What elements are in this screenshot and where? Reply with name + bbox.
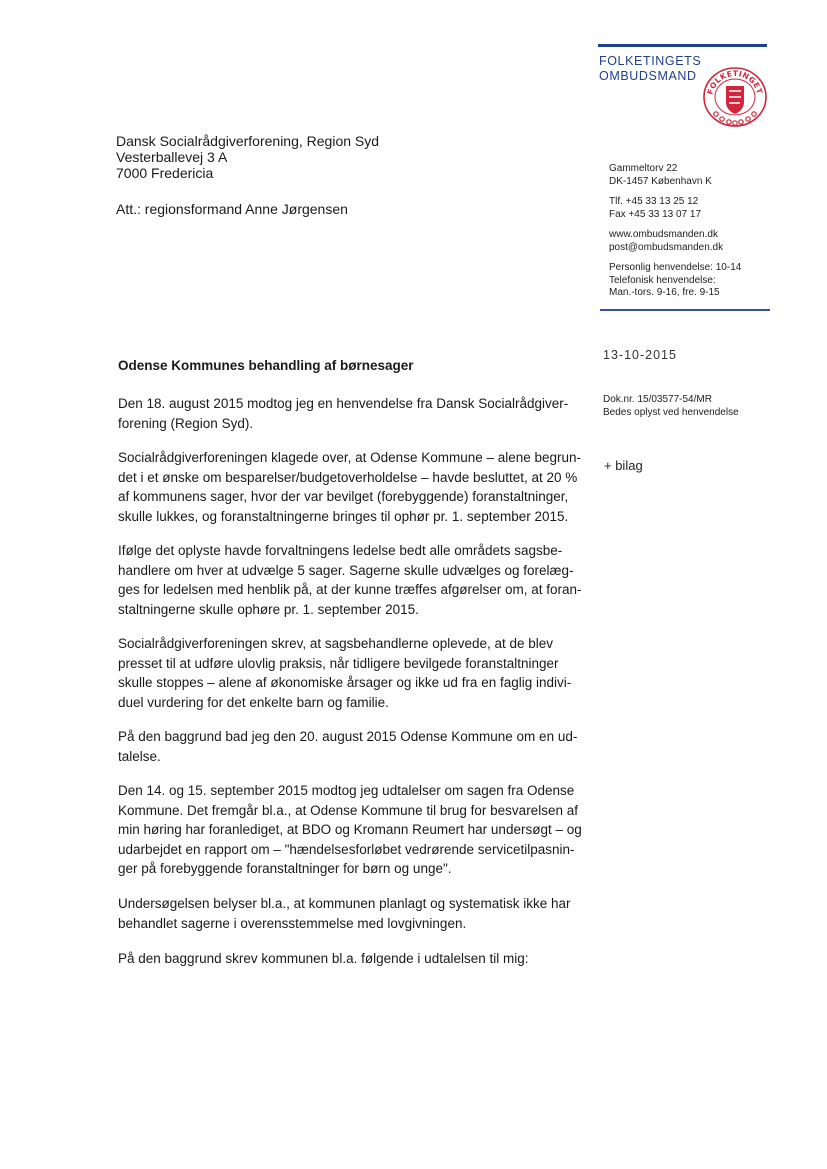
paragraph-line: ger på forebyggende foranstaltninger for børn og unge".: [118, 861, 452, 876]
attachment-note: + bilag: [604, 458, 643, 473]
org-name-line-1: FOLKETINGETS: [599, 54, 702, 68]
website-link[interactable]: www.ombudsmanden.dk: [609, 229, 718, 240]
hours-phone-times: Man.-tors. 9-16, fre. 9-15: [609, 287, 720, 298]
paragraph-line: udarbejdet en rapport om – "hændelsesforløbet vedrørende servicetilpasnin-: [118, 841, 575, 857]
phone-block: [609, 196, 701, 221]
paragraph-line: Den 14. og 15. september 2015 modtog jeg udtalelser om sagen fra Odense: [118, 783, 575, 798]
paragraph-line: skulle stoppes – alene af økonomiske årsager og ikke ud fra en faglig indivi-: [118, 675, 572, 690]
paragraph-1: [118, 394, 568, 433]
paragraph-6: [118, 781, 582, 879]
paragraph-7: [118, 894, 570, 933]
recipient-name: Dansk Socialrådgiverforening, Region Syd: [116, 133, 380, 149]
paragraph-4: [118, 634, 571, 712]
paragraph-line: På den baggrund skrev kommunen bl.a. følgende i udtalelsen til mig:: [118, 951, 529, 966]
paragraph-line: behandlet sagerne i overensstemmelse med lovgivningen.: [118, 915, 467, 931]
hours-personal: Personlig henvendelse: 10-14: [609, 262, 742, 273]
seal-text: FOLKETINGET: [705, 68, 765, 96]
paragraph-3: [118, 541, 582, 619]
paragraph-line: skulle lukkes, og foranstaltningerne bringes til ophør pr. 1. september 2015.: [118, 508, 569, 524]
paragraph-line: Socialrådgiverforeningen skrev, at sagsbehandlerne oplevede, at de blev: [118, 636, 554, 651]
paragraph-line: Socialrådgiverforeningen klagede over, at Odense Kommune – alene begrun-: [118, 450, 582, 465]
paragraph-line: På den baggrund bad jeg den 20. august 2015 Odense Kommune om en ud-: [118, 729, 578, 744]
paragraph-line: talelse.: [118, 748, 161, 764]
paragraph-8: [118, 949, 528, 969]
document-number: Dok.nr. 15/03577-54/MR: [603, 394, 712, 405]
paragraph-5: [118, 727, 577, 766]
sidebar-rule: [600, 309, 770, 311]
letter-subject: Odense Kommunes behandling af børnesager: [118, 358, 414, 373]
recipient-address: [116, 133, 379, 181]
letter-date: 13-10-2015: [603, 348, 677, 362]
paragraph-line: Kommune. Det fremgår bl.a., at Odense Kommune til brug for besvarelsen af: [118, 802, 578, 818]
document-reference: [603, 393, 739, 419]
paragraph-line: ges for ledelsen med henblik på, at der kunne træffes afgørelser om, at foran-: [118, 582, 582, 597]
letterhead-rule: [598, 44, 767, 47]
paragraph-line: presset til at udføre ulovlig praksis, når tidligere bevilgede foranstaltninger: [118, 655, 559, 671]
paragraph-line: Ifølge det oplyste havde forvaltningens ledelse bedt alle områdets sagsbe-: [118, 543, 563, 558]
online-block: [609, 229, 723, 254]
paragraph-line: duel vurdering for det enkelte barn og familie.: [118, 694, 389, 710]
paragraph-line: handlere om hver at udvælge 5 sager. Sagerne skulle udvælges og forelæg-: [118, 562, 574, 578]
paragraph-line: af kommunens sager, hvor der var bevilget (forebyggende) foranstaltninger,: [118, 489, 569, 504]
paragraph-2: [118, 448, 581, 526]
phone-number: Tlf. +45 33 13 25 12: [609, 196, 699, 207]
opening-hours: [609, 262, 741, 300]
recipient-attention: Att.: regionsformand Anne Jørgensen: [116, 201, 348, 217]
document-note: Bedes oplyst ved henvendelse: [603, 407, 739, 418]
paragraph-line: forening (Region Syd).: [118, 415, 254, 431]
paragraph-line: det i et ønske om besparelser/budgetoverholdelse – havde besluttet, at 20 %: [118, 469, 578, 485]
hours-phone-label: Telefonisk henvendelse:: [609, 274, 716, 286]
paragraph-line: min høring har foranlediget, at BDO og Kromann Reumert har undersøgt – og: [118, 822, 582, 837]
recipient-city: 7000 Fredericia: [116, 165, 214, 181]
paragraph-line: Undersøgelsen belyser bl.a., at kommunen planlagt og systematisk ikke har: [118, 896, 571, 911]
email-link[interactable]: post@ombudsmanden.dk: [609, 241, 724, 253]
fax-number: Fax +45 33 13 07 17: [609, 208, 702, 220]
address-street: Gammeltorv 22: [609, 163, 678, 174]
address-city: DK-1457 København K: [609, 175, 712, 187]
org-name: [599, 54, 701, 84]
ombudsman-seal-icon: [702, 66, 768, 128]
org-name-line-2: OMBUDSMAND: [599, 69, 697, 83]
recipient-street: Vesterballevej 3 A: [116, 149, 228, 165]
address-block: [609, 163, 712, 188]
paragraph-line: staltningerne skulle ophøre pr. 1. september 2015.: [118, 601, 419, 617]
paragraph-line: Den 18. august 2015 modtog jeg en henvendelse fra Dansk Socialrådgiver-: [118, 396, 569, 411]
